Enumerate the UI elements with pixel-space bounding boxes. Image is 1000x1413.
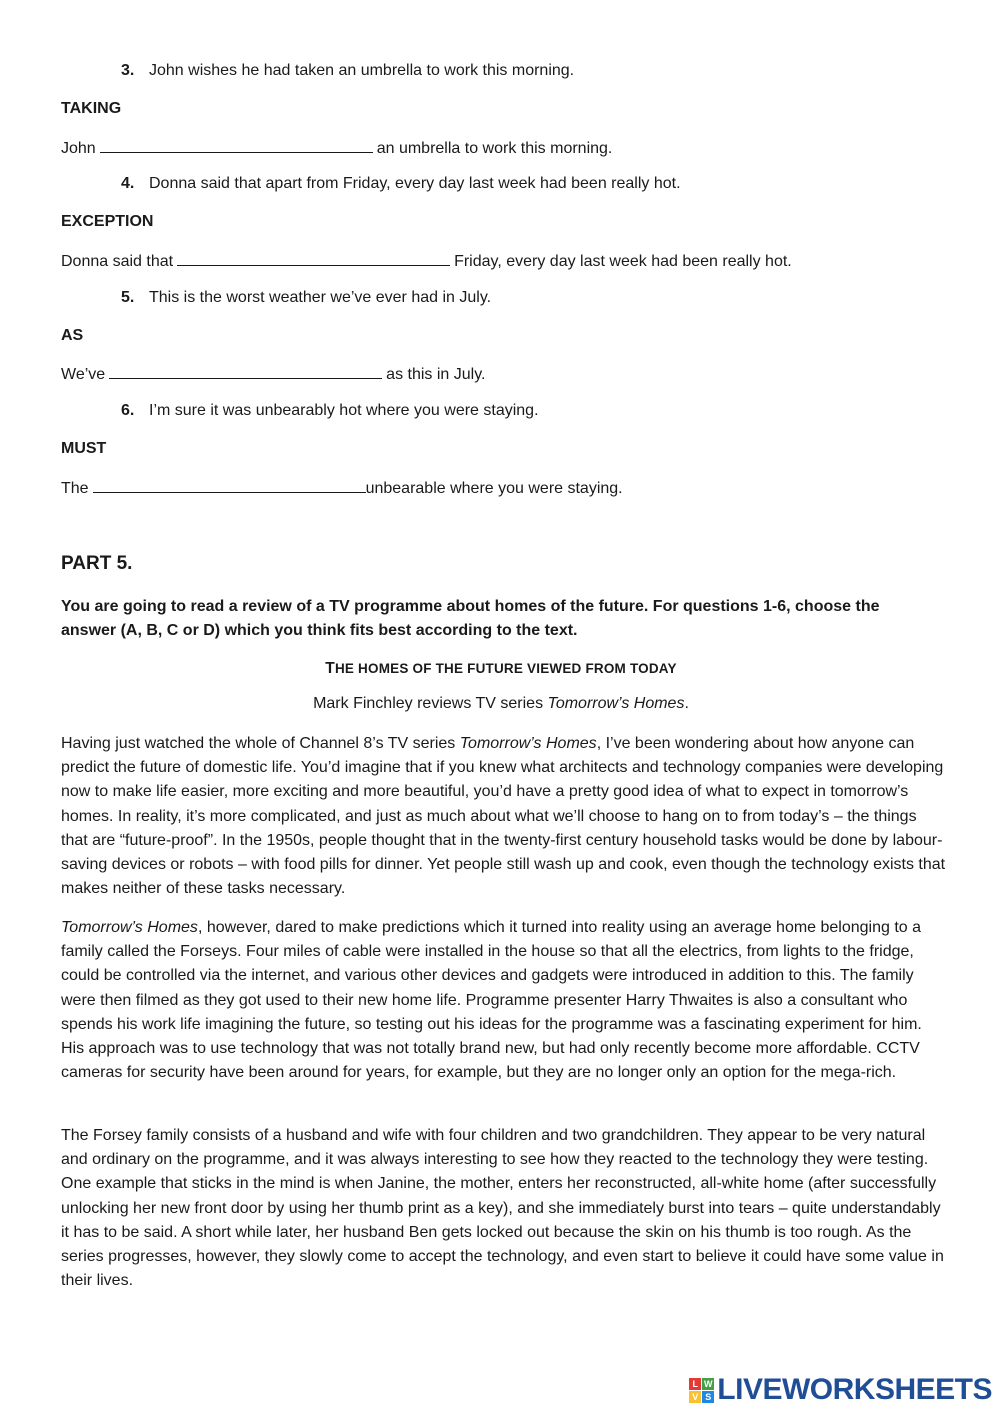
question-number: 3. [121,62,135,79]
part-title: PART 5. [61,553,133,574]
question-5 [121,288,491,308]
answer-blank-5[interactable] [109,363,382,379]
logo-mark-letter: V [689,1391,701,1403]
series-title: Tomorrow’s Homes [459,735,597,752]
answer-before: The [61,480,89,497]
logo-mark-letter: S [702,1391,714,1403]
article-title [61,660,941,678]
article-byline: Mark Finchley reviews TV series Tomorrow’s Homes. [313,695,689,712]
liveworksheets-logo[interactable] [689,1373,992,1407]
question-sentence: Donna said that apart from Friday, every day last week had been really hot. [149,175,681,192]
article-title-rest: HE HOMES OF THE FUTURE VIEWED FROM TODAY [334,661,677,676]
answer-after: Friday, every day last week had been really hot. [454,253,792,270]
answer-after: as this in July. [386,366,486,383]
question-number: 5. [121,289,135,306]
answer-line-4 [61,250,792,272]
answer-after: an umbrella to work this morning. [376,140,613,157]
question-number: 6. [121,402,135,419]
series-title: Tomorrow’s Homes [547,695,685,712]
question-sentence: This is the worst weather we’ve ever had in July. [149,289,492,306]
logo-text: LIVEWORKSHEETS [717,1373,992,1406]
logo-mark-icon [689,1378,714,1403]
logo-mark-letter: L [689,1378,701,1390]
part-instructions: You are going to read a review of a TV programme about homes of the future. For questions 1-6, choose the answer (A, B, C or D) which you think fits best according to the text. [61,598,880,639]
article-paragraph-2: Tomorrow’s Homes, however, dared to make predictions which it turned into reality using an average home belonging to a family called the Forseys. Four miles of cable were installed in the house so that all the electrics, from lights to the fridge, could be controlled via the internet, and various other devices and gadgets were introduced in addition to this. The family were then filmed as they got used to their new home life. Programme presenter Harry Thwaites is also a consultant who spends his work life imagining the future, so testing out his ideas for the programme was a fascinating experiment for him. His approach was to use technology that was not totally brand new, but had only recently become more affordable. CCTV cameras for security have been around for years, for example, but they are no longer only an option for the mega-rich. [61,919,922,1082]
question-3 [121,61,574,81]
answer-before: Donna said that [61,253,174,270]
article-paragraph-3: The Forsey family consists of a husband and wife with four children and two grandchildren. They appear to be very natural and ordinary on the programme, and it was always interesting to see how they reacted to the technology they were testing. One example that sticks in the mind is when Janine, the mother, enters her reconstructed, all-white home (after successfully unlocking her new front door by using her thumb print as a key), and she immediately burst into tears – quite understandably it has to be said. A short while later, her husband Ben gets locked out because the skin on his thumb is too rough. As the series progresses, however, they slowly come to accept the technology, and even start to believe it could have some value in their lives. [61,1127,944,1290]
question-sentence: John wishes he had taken an umbrella to work this morning. [149,62,575,79]
logo-mark-letter: W [704,1378,713,1389]
answer-line-6 [61,477,623,499]
answer-blank-4[interactable] [177,250,450,266]
answer-before: John [61,140,96,157]
answer-line-3 [61,137,612,159]
question-sentence: I’m sure it was unbearably hot where you were staying. [149,402,539,419]
keyword-must: MUST [61,440,107,457]
answer-blank-3[interactable] [100,137,373,153]
keyword-as: AS [61,327,84,344]
keyword-taking: TAKING [61,100,122,117]
answer-line-5 [61,363,485,385]
question-6 [121,401,539,421]
answer-after: unbearable where you were staying. [365,480,623,497]
keyword-exception: EXCEPTION [61,213,154,230]
question-number: 4. [121,175,135,192]
answer-before: We’ve [61,366,106,383]
article-title-initial: T [325,660,335,677]
article-paragraph-1: Having just watched the whole of Channel 8’s TV series Tomorrow’s Homes, I’ve been wondering about how anyone can predict the future of domestic life. You’d imagine that if you knew what architects and technology companies were developing now to make life easier, more exciting and more beautiful, you’d have a pretty good idea of what to expect in tomorrow’s homes. In reality, it’s more complicated, and just as much about what we’ll choose to hang on to from today’s – the things that are “future-proof”. In the 1950s, people thought that in the twenty-first century household tasks would be done by labour-saving devices or robots – with food pills for dinner. Yet people still wash up and cook, even though the technology exists that makes neither of these tasks necessary. [61,735,946,898]
series-title: Tomorrow’s Homes [61,919,198,936]
question-4 [121,174,681,194]
answer-blank-6[interactable] [93,477,366,493]
